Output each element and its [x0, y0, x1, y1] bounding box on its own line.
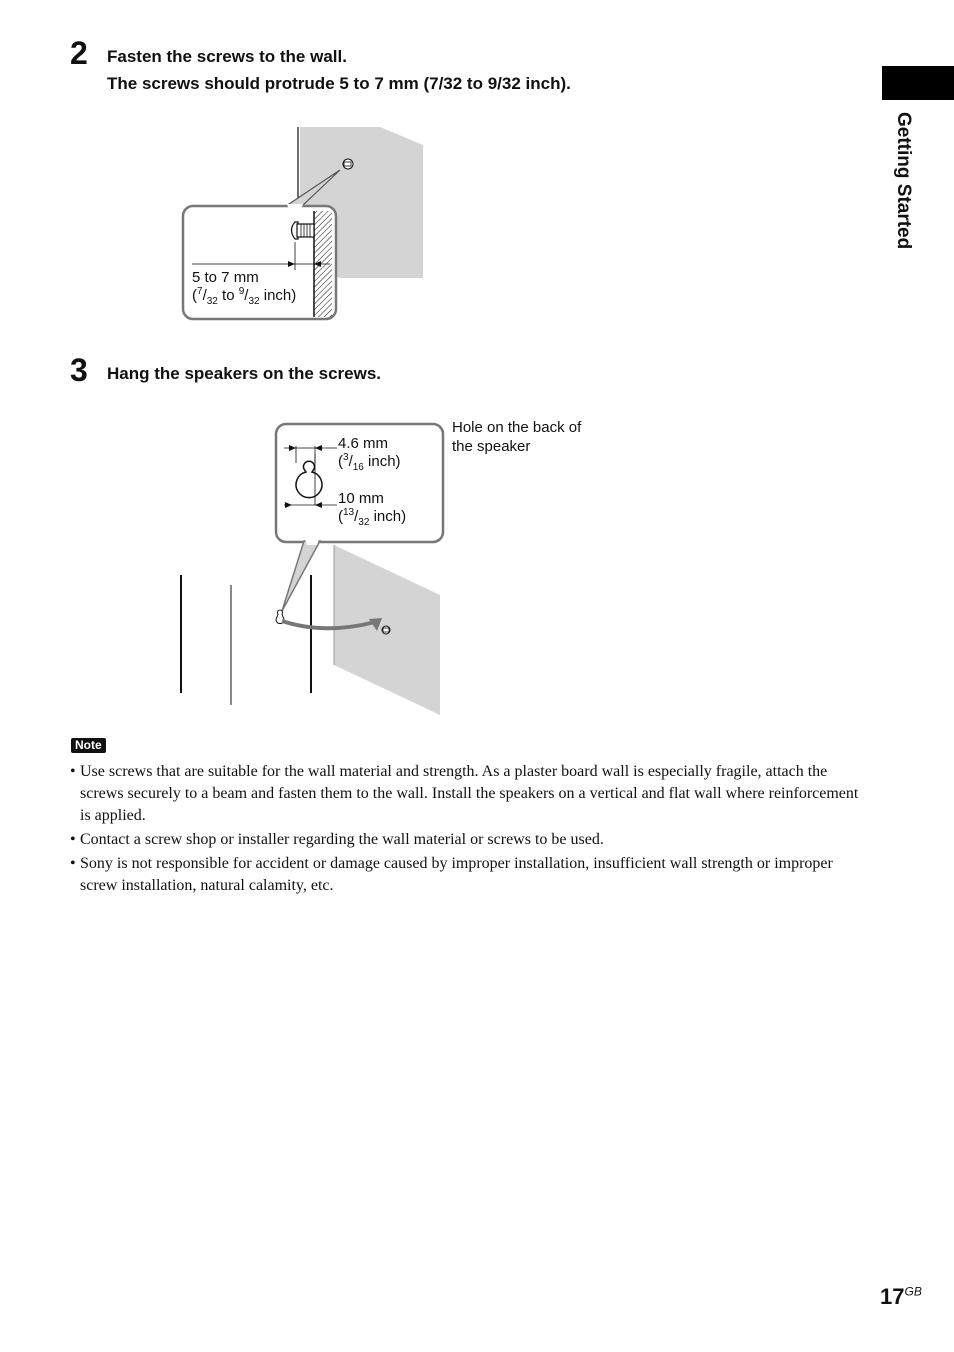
note-badge: Note: [71, 738, 106, 753]
hole-on-back-label: Hole on the back of the speaker: [452, 419, 582, 455]
note-item-2: • Contact a screw shop or installer regarding the wall material or screws to be used.: [70, 829, 860, 851]
keyhole-height-mm: 10 mm: [338, 490, 384, 507]
note-item-3: • Sony is not responsible for accident or damage caused by improper installation, insufficient wall strength or improper screw installation, natural calamity, etc.: [70, 853, 860, 897]
keyhole-width-inch: ($^3/_{16}$ inch): [338, 452, 401, 473]
section-tab-marker: [882, 66, 954, 100]
keyhole-callout-pointer: [282, 541, 320, 611]
screw-on-wall-2-icon: [382, 626, 390, 634]
step-2-number: 2: [70, 35, 88, 71]
step-2-line-1: Fasten the screws to the wall.: [107, 47, 347, 66]
protrusion-inch: ($^7/_{32}$ to $^9/_{32}$ inch): [192, 286, 297, 307]
step-2-line-2: The screws should protrude 5 to 7 mm (7/32 to 9/32 inch).: [107, 74, 571, 93]
page-number: $17^{GB}$: [880, 1284, 922, 1309]
step-2-instruction: [107, 43, 571, 97]
protrusion-mm: 5 to 7 mm: [192, 269, 259, 286]
speaker-hanging-figure: [170, 415, 460, 720]
step-3-number: 3: [70, 352, 88, 388]
keyhole-width-mm: 4.6 mm: [338, 435, 389, 452]
section-tab-label: Getting Started: [893, 112, 914, 250]
keyhole-height-label: [338, 490, 406, 526]
keyhole-height-inch: ($^{13}/_{32}$ inch): [338, 507, 407, 528]
step-3-instruction: Hang the speakers on the screws.: [107, 364, 381, 383]
keyhole-width-label: [338, 435, 401, 471]
note-item-1: • Use screws that are suitable for the wall material and strength. As a plaster board wall is especially fragile, attach the screws securely to a beam and fasten them to the wall. Install the speakers on a vertical and flat wall where reinforcement is applied.: [70, 761, 860, 827]
note-list: [70, 761, 860, 899]
screw-side-view-icon: [292, 222, 315, 239]
screw-on-wall-icon: [343, 159, 353, 169]
protrusion-label: [192, 269, 296, 305]
